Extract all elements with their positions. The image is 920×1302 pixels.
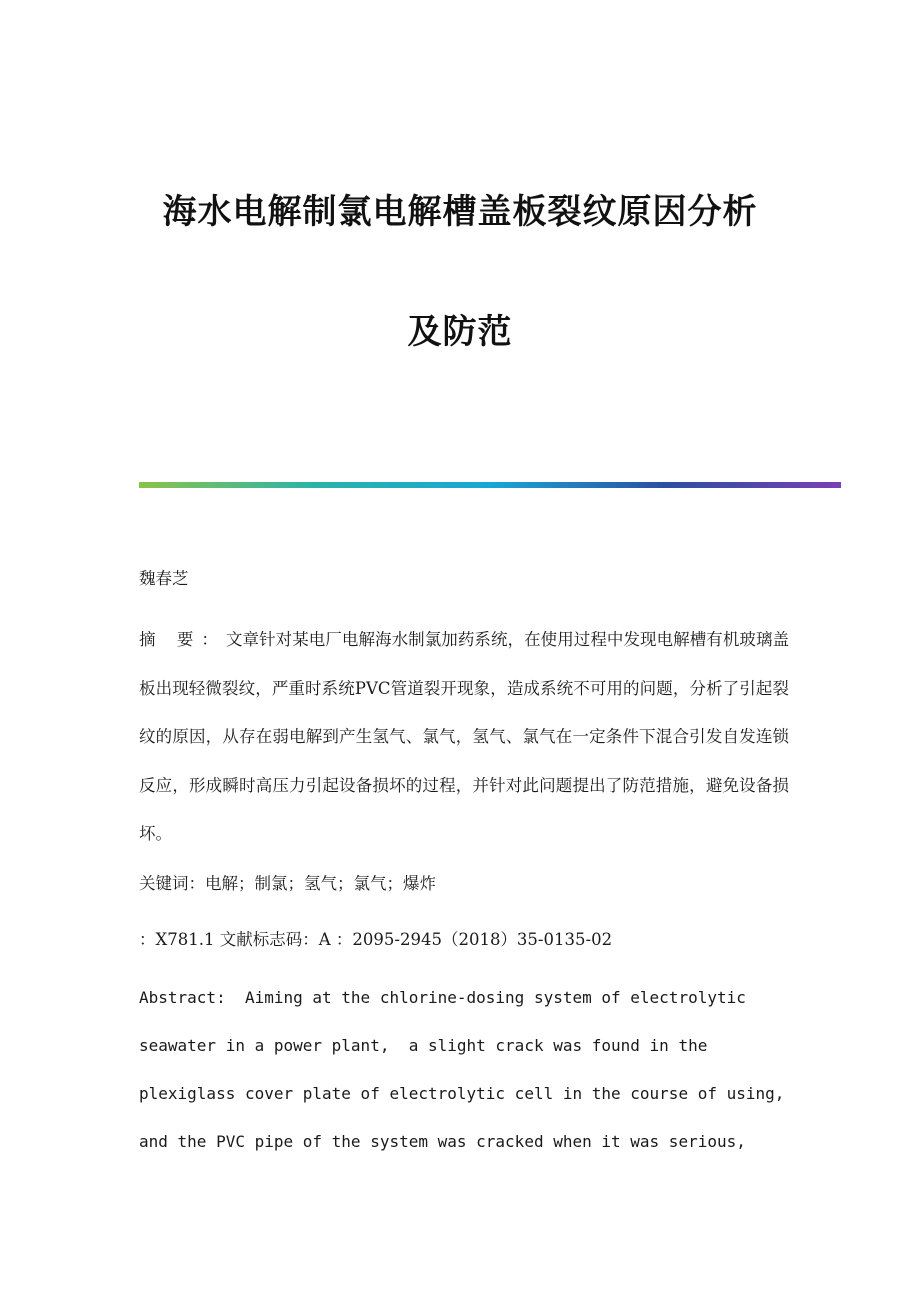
english-abstract-line: and the PVC pipe of the system was cracked when it was serious, [139,1132,746,1152]
title-line-2: 及防范 [407,312,513,352]
english-abstract [139,974,789,1167]
author-name: 魏春芝 [139,569,189,588]
classification-line: ：X781.1 文献标志码：A ：2095-2945（2018）35-0135-02 [139,929,613,949]
english-abstract-line: seawater in a power plant, a slight crack was found in the [139,1035,708,1055]
chinese-abstract [139,616,789,859]
abstract-label: 摘 要： [139,630,226,649]
gradient-divider [139,482,841,488]
keywords-line: 关键词：电解；制氯；氢气；氯气；爆炸 [139,873,436,893]
english-abstract-line: Abstract: Aiming at the chlorine-dosing system of electrolytic [139,987,746,1007]
content-body [139,566,789,1167]
english-abstract-line: plexiglass cover plate of electrolytic cell in the course of using, [139,1084,785,1104]
title-block [0,188,920,356]
abstract-text: 文章针对某电厂电解海水制氯加药系统，在使用过程中发现电解槽有机玻璃盖板出现轻微裂纹，严重时系统PVC管道裂开现象，造成系统不可用的问题，分析了引起裂纹的原因，从存在弱电解到产生氢气、氯气，氢气、氯气在一定条件下混合引发自发连锁反应，形成瞬时高压力引起设备损坏的过程，并针对此问题提出了防范措施，避免设备损坏。 [139,630,790,843]
title-line-1: 海水电解制氯电解槽盖板裂纹原因分析 [162,192,758,232]
